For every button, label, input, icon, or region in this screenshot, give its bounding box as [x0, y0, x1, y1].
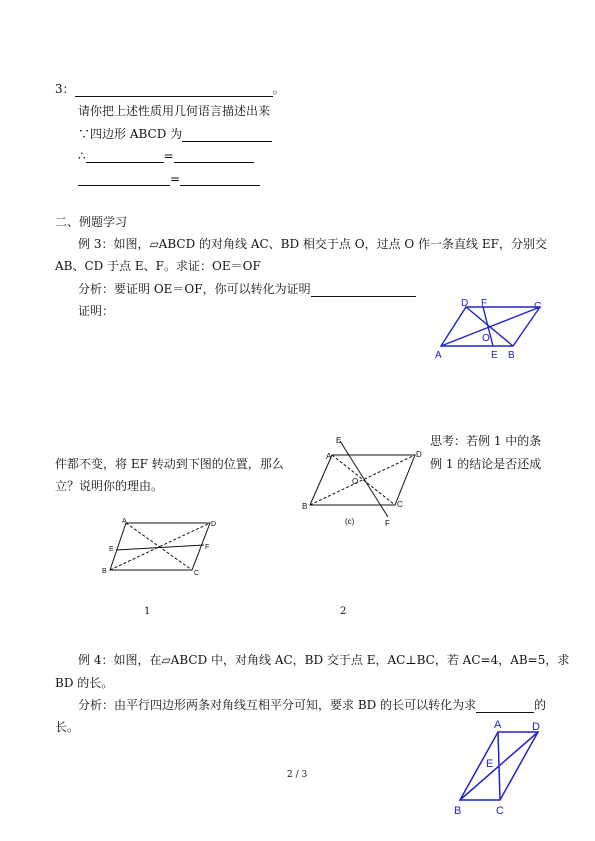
instruction-text: 请你把上述性质用几何语言描述出来 [78, 104, 271, 118]
label-c: C [534, 301, 542, 312]
label-d: D [461, 298, 469, 309]
fig1-label-f: F [205, 544, 210, 551]
think-caption: (c) [345, 517, 355, 526]
label-b: B [508, 350, 515, 361]
therefore-line [78, 149, 254, 163]
label-a: A [435, 350, 442, 361]
therefore-symbol: ∴ [78, 149, 86, 163]
fig1-label-d: D [211, 521, 217, 528]
think-label-c: C [397, 500, 403, 509]
think-label-d: D [416, 450, 422, 459]
ex4-label-d: D [532, 721, 540, 733]
ex4-label-e: E [486, 758, 494, 770]
line-ef-think [340, 441, 388, 517]
proof-label: 证明： [78, 304, 115, 318]
think-line4: 立？说明你的理由。 [55, 479, 164, 493]
fig1-label-a: A [122, 518, 127, 525]
example3-line2: AB、CD 于点 E、F。求证：OE＝OF [55, 259, 261, 273]
item-3-end: 。 [272, 82, 285, 96]
ex4-analysis-blank[interactable] [476, 700, 534, 713]
section-heading: 二、例题学习 [55, 215, 128, 229]
think-line1: 思考：若例 1 中的条 [430, 434, 542, 448]
think-line2: 例 1 的结论是否还成 [430, 457, 542, 471]
fig1-label-c: C [194, 570, 200, 577]
figure-1-label: 1 [144, 606, 151, 617]
example4-figure [452, 716, 552, 821]
because-text: ∵四边形 ABCD 为 [78, 127, 183, 141]
think-label-a: A [326, 452, 332, 461]
example3-analysis [78, 280, 416, 297]
line-ef-fig1 [116, 545, 204, 550]
diagonal-ac-think [332, 455, 395, 505]
item-3-number: 3： [55, 82, 75, 96]
label-o: O [482, 333, 490, 344]
because-blank[interactable] [182, 129, 272, 142]
ex4-label-a: A [494, 719, 502, 731]
example4-analysis-cont: 长。 [55, 720, 80, 734]
fig1-label-b: B [102, 568, 107, 575]
ex4-analysis-end: 的 [534, 698, 547, 712]
ex4-label-b: B [454, 805, 462, 817]
think-label-b: B [302, 502, 308, 511]
equals-sign: = [163, 149, 174, 163]
item-3-blank[interactable] [75, 84, 273, 97]
analysis-text: 分析：要证明 OE＝OF，你可以转化为证明 [78, 282, 311, 296]
ex4-label-c: C [496, 805, 504, 817]
because-line [78, 125, 272, 142]
analysis-blank[interactable] [311, 284, 416, 297]
ex4-analysis-text: 分析：由平行四边形两条对角线互相平分可知，要求 BD 的长可以转化为求 [78, 698, 477, 712]
figure-2-label: 2 [340, 606, 347, 617]
therefore-blank-left[interactable] [86, 150, 164, 163]
diagonal-bd-think [310, 455, 415, 505]
equality2-blank-left[interactable] [78, 173, 170, 186]
label-e: E [491, 350, 498, 361]
think-label-o: O [352, 477, 359, 486]
think-line3: 件都不变，将 EF 转动到下图的位置，那么 [55, 457, 284, 471]
figure-1 [100, 515, 220, 580]
item-3 [55, 80, 285, 97]
fig1-label-e: E [109, 546, 114, 553]
example4-line2: BD 的长。 [55, 676, 114, 690]
think-label-e: E [336, 436, 342, 445]
example4-line1: 例 4：如图，在▱ABCD 中，对角线 AC，BD 交于点 E，AC⊥BC，若 AC=4，AB=5，求 [78, 653, 570, 667]
equals-sign-2: = [170, 172, 181, 186]
example3-line1: 例 3：如图，▱ABCD 的对角线 AC、BD 相交于点 O，过点 O 作一条直线 EF，分别交 [78, 237, 547, 251]
think-label-f: F [385, 519, 390, 528]
think-figure [300, 437, 430, 532]
equality2-blank-right[interactable] [180, 173, 260, 186]
example3-figure [428, 297, 548, 367]
equality-line-2 [78, 172, 260, 186]
therefore-blank-right[interactable] [174, 150, 254, 163]
example4-analysis [78, 696, 546, 713]
page-number: 2 / 3 [287, 770, 308, 780]
label-f: F [481, 298, 488, 309]
